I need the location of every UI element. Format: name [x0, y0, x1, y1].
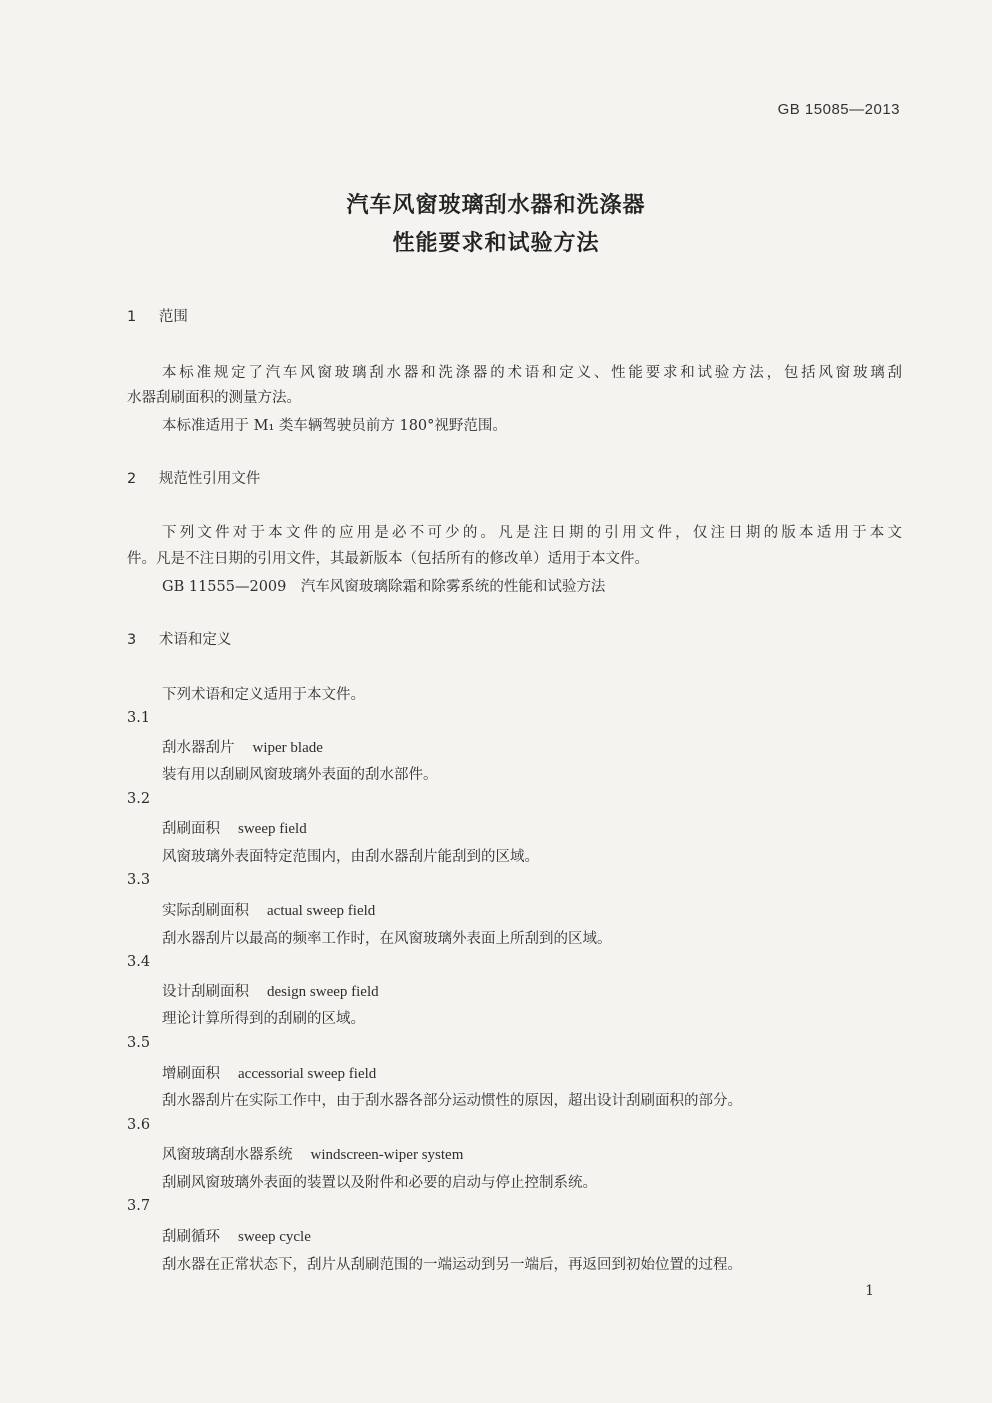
term-number: 3.7 — [127, 1198, 151, 1214]
term-en: actual sweep field — [267, 903, 376, 919]
section-1-para1-line1: 本标准规定了汽车风窗玻璃刮水器和洗涤器的术语和定义、性能要求和试验方法，包括风窗玻璃刮 — [162, 365, 902, 381]
section-3-intro: 下列术语和定义适用于本文件。 — [162, 687, 365, 703]
section-1-para2: 本标准适用于 M₁ 类车辆驾驶员前方 180°视野范围。 — [162, 418, 507, 434]
term-zh: 设计刮刷面积 — [162, 984, 249, 1000]
section-2-para1-line1: 下列文件对于本文件的应用是必不可少的。凡是注日期的引用文件，仅注日期的版本适用于本文 — [162, 525, 902, 541]
term-heading — [162, 1225, 311, 1246]
term-heading — [162, 1143, 463, 1164]
section-title: 范围 — [158, 309, 188, 325]
term-heading — [162, 817, 307, 838]
term-definition: 刮水器刮片在实际工作中，由于刮水器各部分运动惯性的原因，超出设计刮刷面积的部分。 — [162, 1093, 742, 1109]
section-number: 1 — [127, 309, 137, 325]
section-1-heading — [127, 305, 188, 326]
term-number: 3.4 — [127, 954, 151, 970]
term-number: 3.6 — [127, 1117, 151, 1133]
term-definition: 装有用以刮刷风窗玻璃外表面的刮水部件。 — [162, 767, 438, 783]
term-en: windscreen-wiper system — [310, 1147, 464, 1163]
term-number: 3.5 — [127, 1035, 151, 1051]
term-en: design sweep field — [267, 984, 379, 1000]
term-zh: 刮刷循环 — [162, 1229, 220, 1245]
term-heading — [162, 980, 379, 1001]
document-title-line2: 性能要求和试验方法 — [392, 231, 600, 256]
term-zh: 风窗玻璃刮水器系统 — [162, 1147, 293, 1163]
term-number: 3.3 — [127, 872, 151, 888]
term-en: accessorial sweep field — [238, 1066, 377, 1082]
term-zh: 刮水器刮片 — [162, 740, 235, 756]
page-number: 1 — [865, 1283, 874, 1299]
section-3-heading — [127, 628, 231, 649]
section-1-para1-line2: 水器刮刷面积的测量方法。 — [127, 390, 301, 406]
term-definition: 刮水器在正常状态下，刮片从刮刷范围的一端运动到另一端后，再返回到初始位置的过程。 — [162, 1257, 742, 1273]
term-definition: 刮刷风窗玻璃外表面的装置以及附件和必要的启动与停止控制系统。 — [162, 1175, 597, 1191]
term-number: 3.1 — [127, 710, 151, 726]
term-definition: 理论计算所得到的刮刷的区域。 — [162, 1011, 365, 1027]
term-zh: 增刷面积 — [162, 1066, 220, 1082]
document-title-line1: 汽车风窗玻璃刮水器和洗涤器 — [346, 193, 646, 218]
term-heading — [162, 1062, 376, 1083]
section-title: 规范性引用文件 — [158, 471, 261, 487]
term-heading — [162, 899, 375, 920]
section-title: 术语和定义 — [158, 632, 232, 648]
section-2-heading — [127, 467, 260, 488]
section-number: 2 — [127, 471, 137, 487]
term-definition: 风窗玻璃外表面特定范围内，由刮水器刮片能刮到的区域。 — [162, 849, 539, 865]
standard-code: GB 15085—2013 — [777, 101, 900, 118]
term-en: sweep field — [238, 821, 307, 837]
normative-reference: GB 11555—2009 汽车风窗玻璃除霜和除雾系统的性能和试验方法 — [162, 579, 606, 595]
term-zh: 实际刮刷面积 — [162, 903, 249, 919]
term-number: 3.2 — [127, 791, 151, 807]
term-en: sweep cycle — [238, 1229, 311, 1245]
term-definition: 刮水器刮片以最高的频率工作时，在风窗玻璃外表面上所刮到的区域。 — [162, 931, 612, 947]
term-heading — [162, 736, 323, 757]
term-zh: 刮刷面积 — [162, 821, 220, 837]
section-2-para1-line2: 件。凡是不注日期的引用文件，其最新版本（包括所有的修改单）适用于本文件。 — [127, 551, 649, 567]
term-en: wiper blade — [252, 740, 323, 756]
section-number: 3 — [127, 632, 137, 648]
